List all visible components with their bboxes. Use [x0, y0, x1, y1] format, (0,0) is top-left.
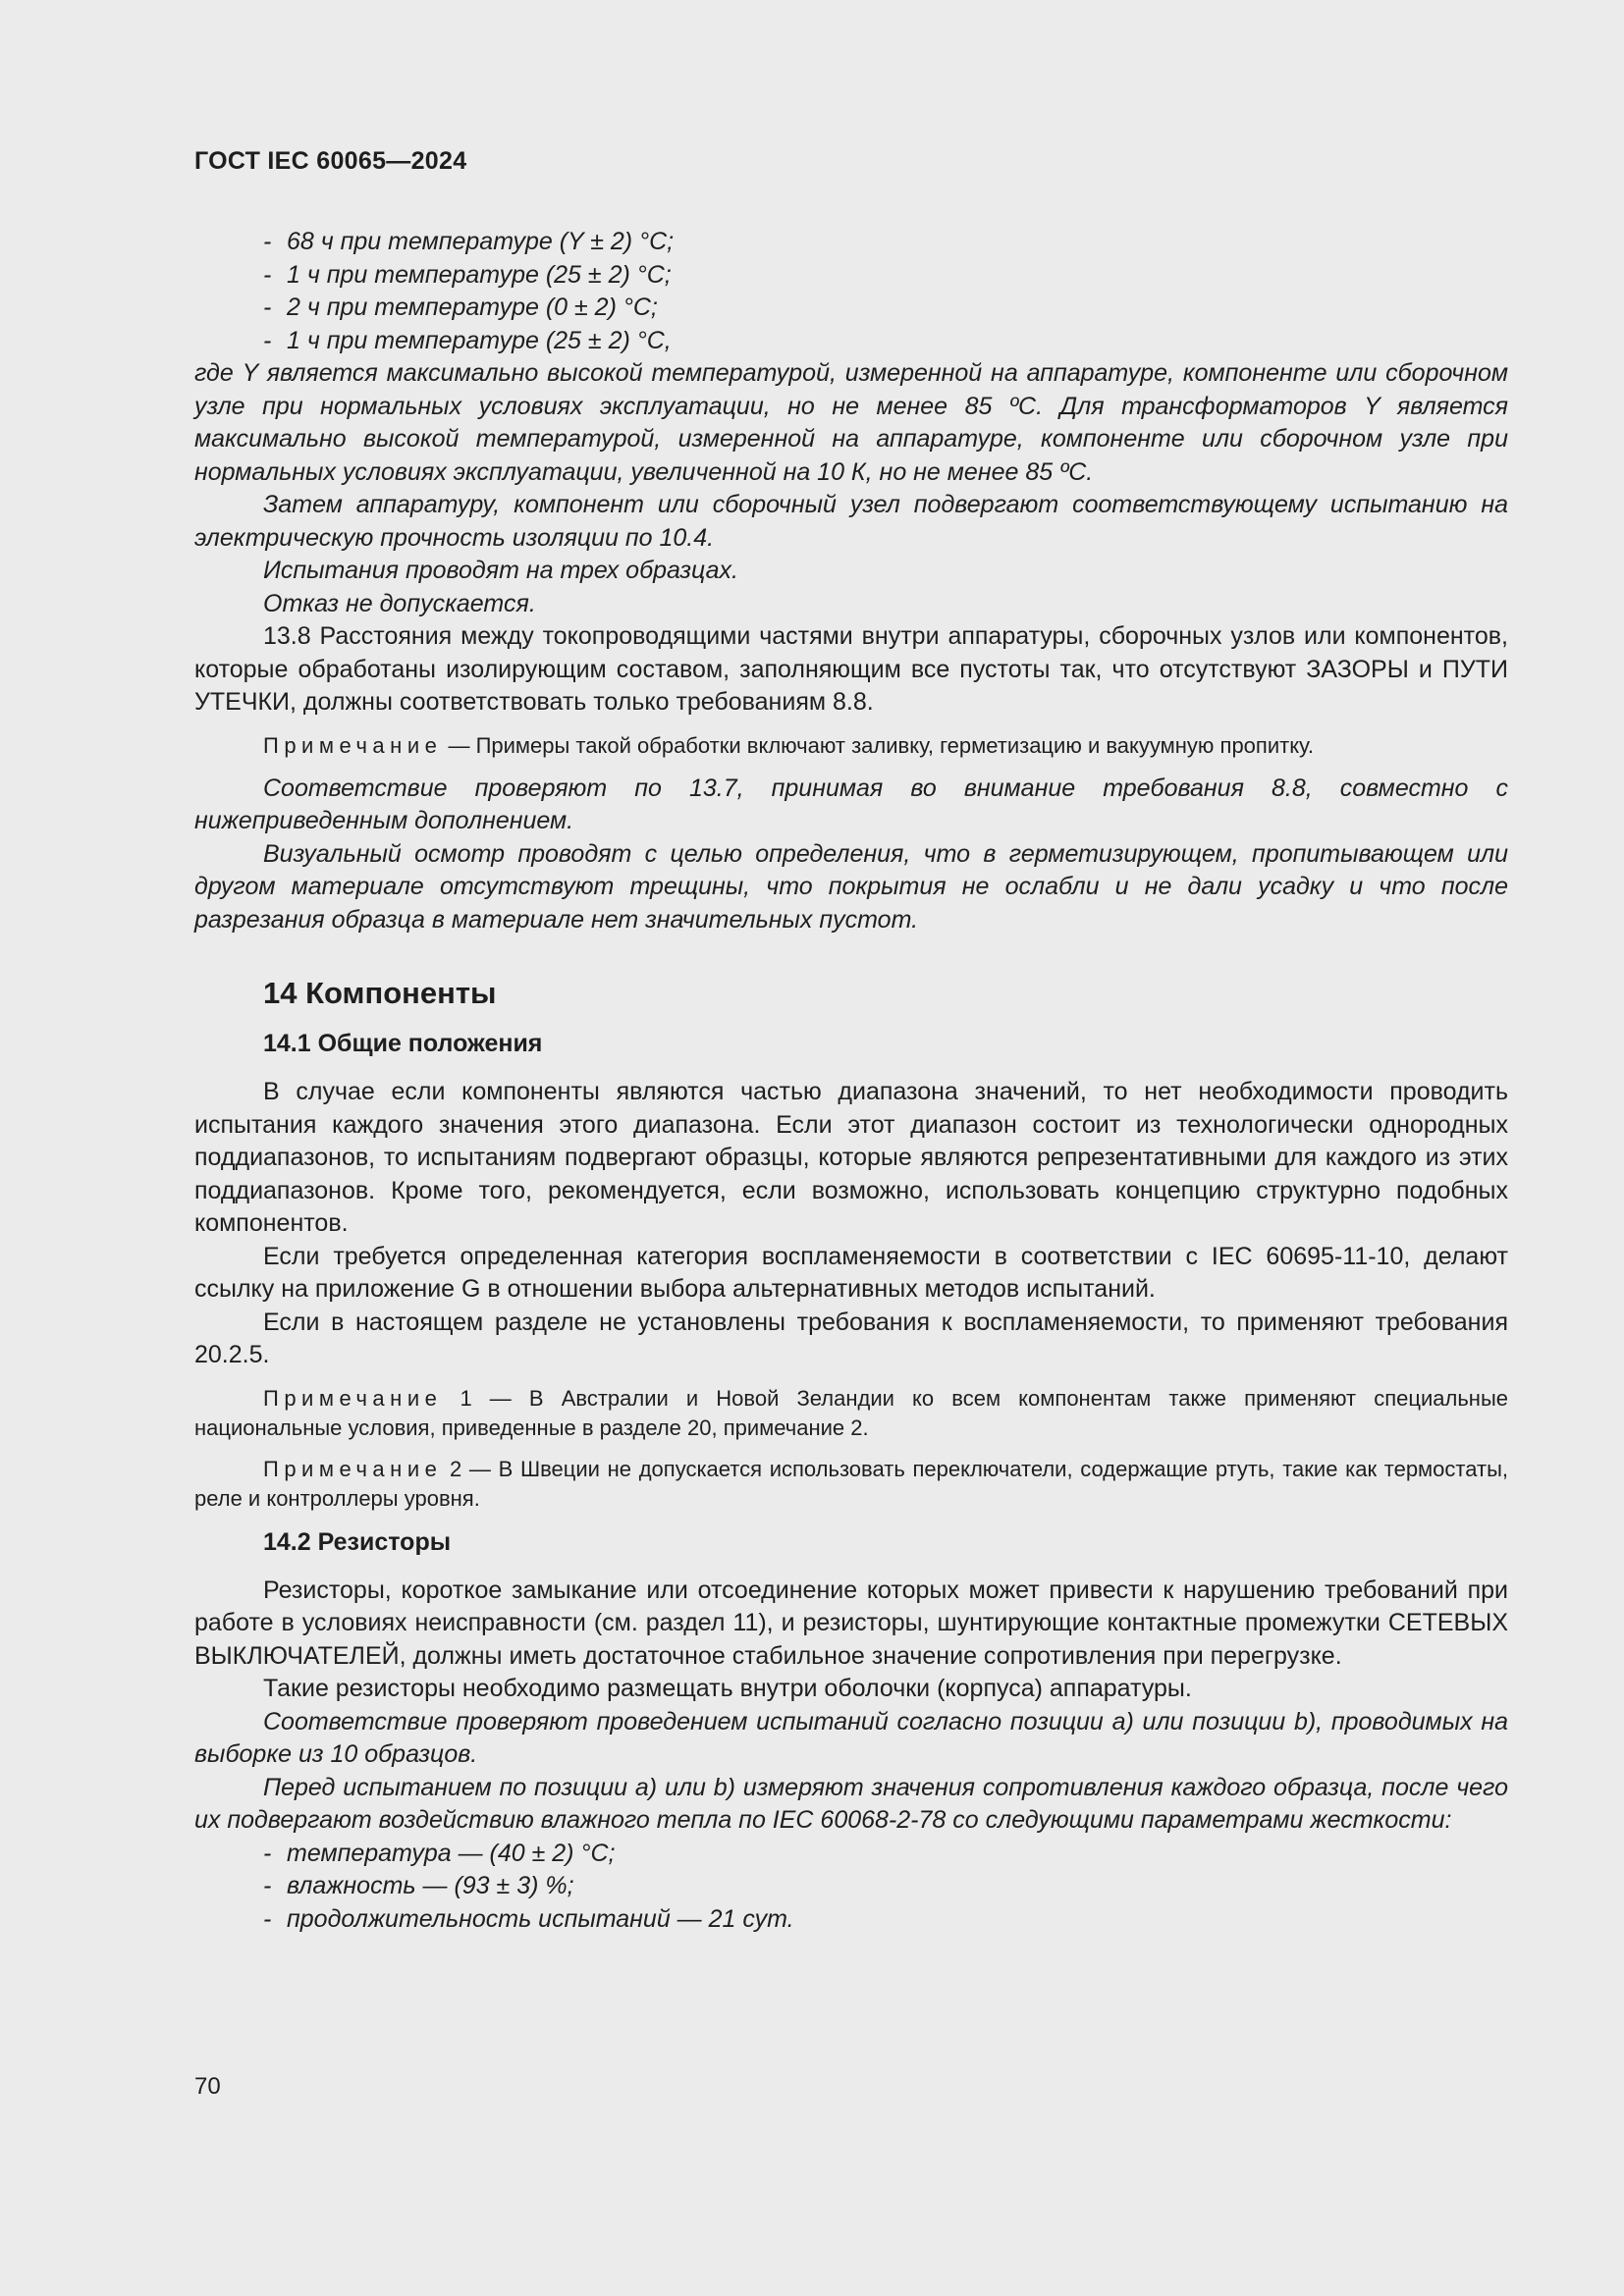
paragraph-no-failure: Отказ не допускается.: [263, 589, 536, 617]
list-item: - продолжительность испытаний — 21 сут.: [263, 1904, 794, 1933]
list-item: - 1 ч при температуре (25 ± 2) °С,: [263, 326, 672, 354]
paragraph-14-1-a: В случае если компоненты являются частью диапазона значений, то нет необходимости проводить испытания каждого значения этого диапазона. Если этот диапазон состоит из технологически однородных поддиапазонов, то испытаниям подвергают образцы, которые являются репрезентативными для каждого из этих поддиапазонов. Кроме того, рекомендуется, если возможно, использовать концепцию структурно подобных компонентов.: [194, 1078, 1508, 1237]
list-item: - температура — (40 ± 2) °С;: [263, 1839, 616, 1867]
note-13-8: Примечание — Примеры такой обработки включают заливку, герметизацию и вакуумную пропитку.: [263, 732, 1314, 758]
list-item: - 68 ч при температуре (Y ± 2) °С;: [263, 228, 675, 255]
paragraph-14-2-d: Перед испытанием по позиции а) или b) измеряют значения сопротивления каждого образца, после чего их подвергают воздействию влажного тепла по IEC 60068-2-78 со следующими параметрами жесткости:: [194, 1773, 1508, 1834]
section-14-2-heading: 14.2 Резисторы: [263, 1527, 452, 1556]
paragraph-compliance-13-7: Соответствие проверяют по 13.7, принимая во внимание требования 8.8, совместно с нижеприведенным дополнением.: [194, 774, 1508, 834]
paragraph-13-8: 13.8 Расстояния между токопроводящими частями внутри аппаратуры, сборочных узлов или компонентов, которые обработаны изолирующим составом, заполняющим все пустоты так, что отсутствуют ЗАЗОРЫ и ПУТИ УТЕЧКИ, должны соответствовать только требованиям 8.8.: [194, 622, 1508, 716]
paragraph-14-2-b: Такие резисторы необходимо размещать внутри оболочки (корпуса) аппаратуры.: [263, 1675, 1192, 1702]
list-item: - влажность — (93 ± 3) %;: [263, 1872, 574, 1899]
paragraph-14-1-b: Если требуется определенная категория воспламеняемости в соответствии с IEC 60695-11-10, делают ссылку на приложение G в отношении выбора альтернативных методов испытаний.: [194, 1242, 1508, 1303]
note-14-1-2: Примечание 2 — В Швеции не допускается использовать переключатели, содержащие ртуть, такие как термостаты, реле и контроллеры уровня.: [194, 1456, 1508, 1511]
list-item: - 1 ч при температуре (25 ± 2) °С;: [263, 260, 672, 289]
section-14-heading: 14 Компоненты: [263, 976, 497, 1010]
section-14-1-heading: 14.1 Общие положения: [263, 1030, 543, 1057]
list-item: - 2 ч при температуре (0 ± 2) °С;: [263, 294, 658, 321]
page-content: [194, 226, 1508, 1936]
paragraph-14-2-c: Соответствие проверяют проведением испытаний согласно позиции а) или позиции b), проводимых на выборке из 10 образцов.: [194, 1707, 1508, 1768]
note-14-1-1: Примечание 1 — В Австралии и Новой Зеландии ко всем компонентам также применяют специальные национальные условия, приведенные в разделе 20, примечание 2.: [194, 1385, 1508, 1440]
paragraph-three-samples: Испытания проводят на трех образцах.: [263, 557, 738, 584]
paragraph-visual-inspection: Визуальный осмотр проводят с целью определения, что в герметизирующем, пропитывающем или другом материале отсутствуют трещины, что покрытия не ослабли и не дали усадку и что после разрезания образца в материале нет значительных пустот.: [194, 839, 1508, 934]
paragraph-14-1-c: Если в настоящем разделе не установлены требования к воспламеняемости, то применяют требования 20.2.5.: [194, 1308, 1508, 1368]
paragraph-then: Затем аппаратуру, компонент или сборочный узел подвергают соответствующему испытанию на электрическую прочность изоляции по 10.4.: [194, 491, 1508, 552]
page-number: 70: [194, 2073, 221, 2100]
document-header: ГОСТ IEC 60065—2024: [194, 147, 467, 175]
paragraph-where: где Y является максимально высокой температурой, измеренной на аппаратуре, компоненте или сборочном узле при нормальных условиях эксплуатации, но не менее 85 ºС. Для трансформаторов Y является максимально высокой температурой, измеренной на аппаратуре, компоненте или сборочном узле при нормальных условиях эксплуатации, увеличенной на 10 К, но не менее 85 ºС.: [194, 359, 1508, 486]
paragraph-14-2-a: Резисторы, короткое замыкание или отсоединение которых может привести к нарушению требований при работе в условиях неисправности (см. раздел 11), и резисторы, шунтирующие контактные промежутки СЕТЕВЫХ ВЫКЛЮЧАТЕЛЕЙ, должны иметь достаточное стабильное значение сопротивления при перегрузке.: [194, 1575, 1508, 1670]
